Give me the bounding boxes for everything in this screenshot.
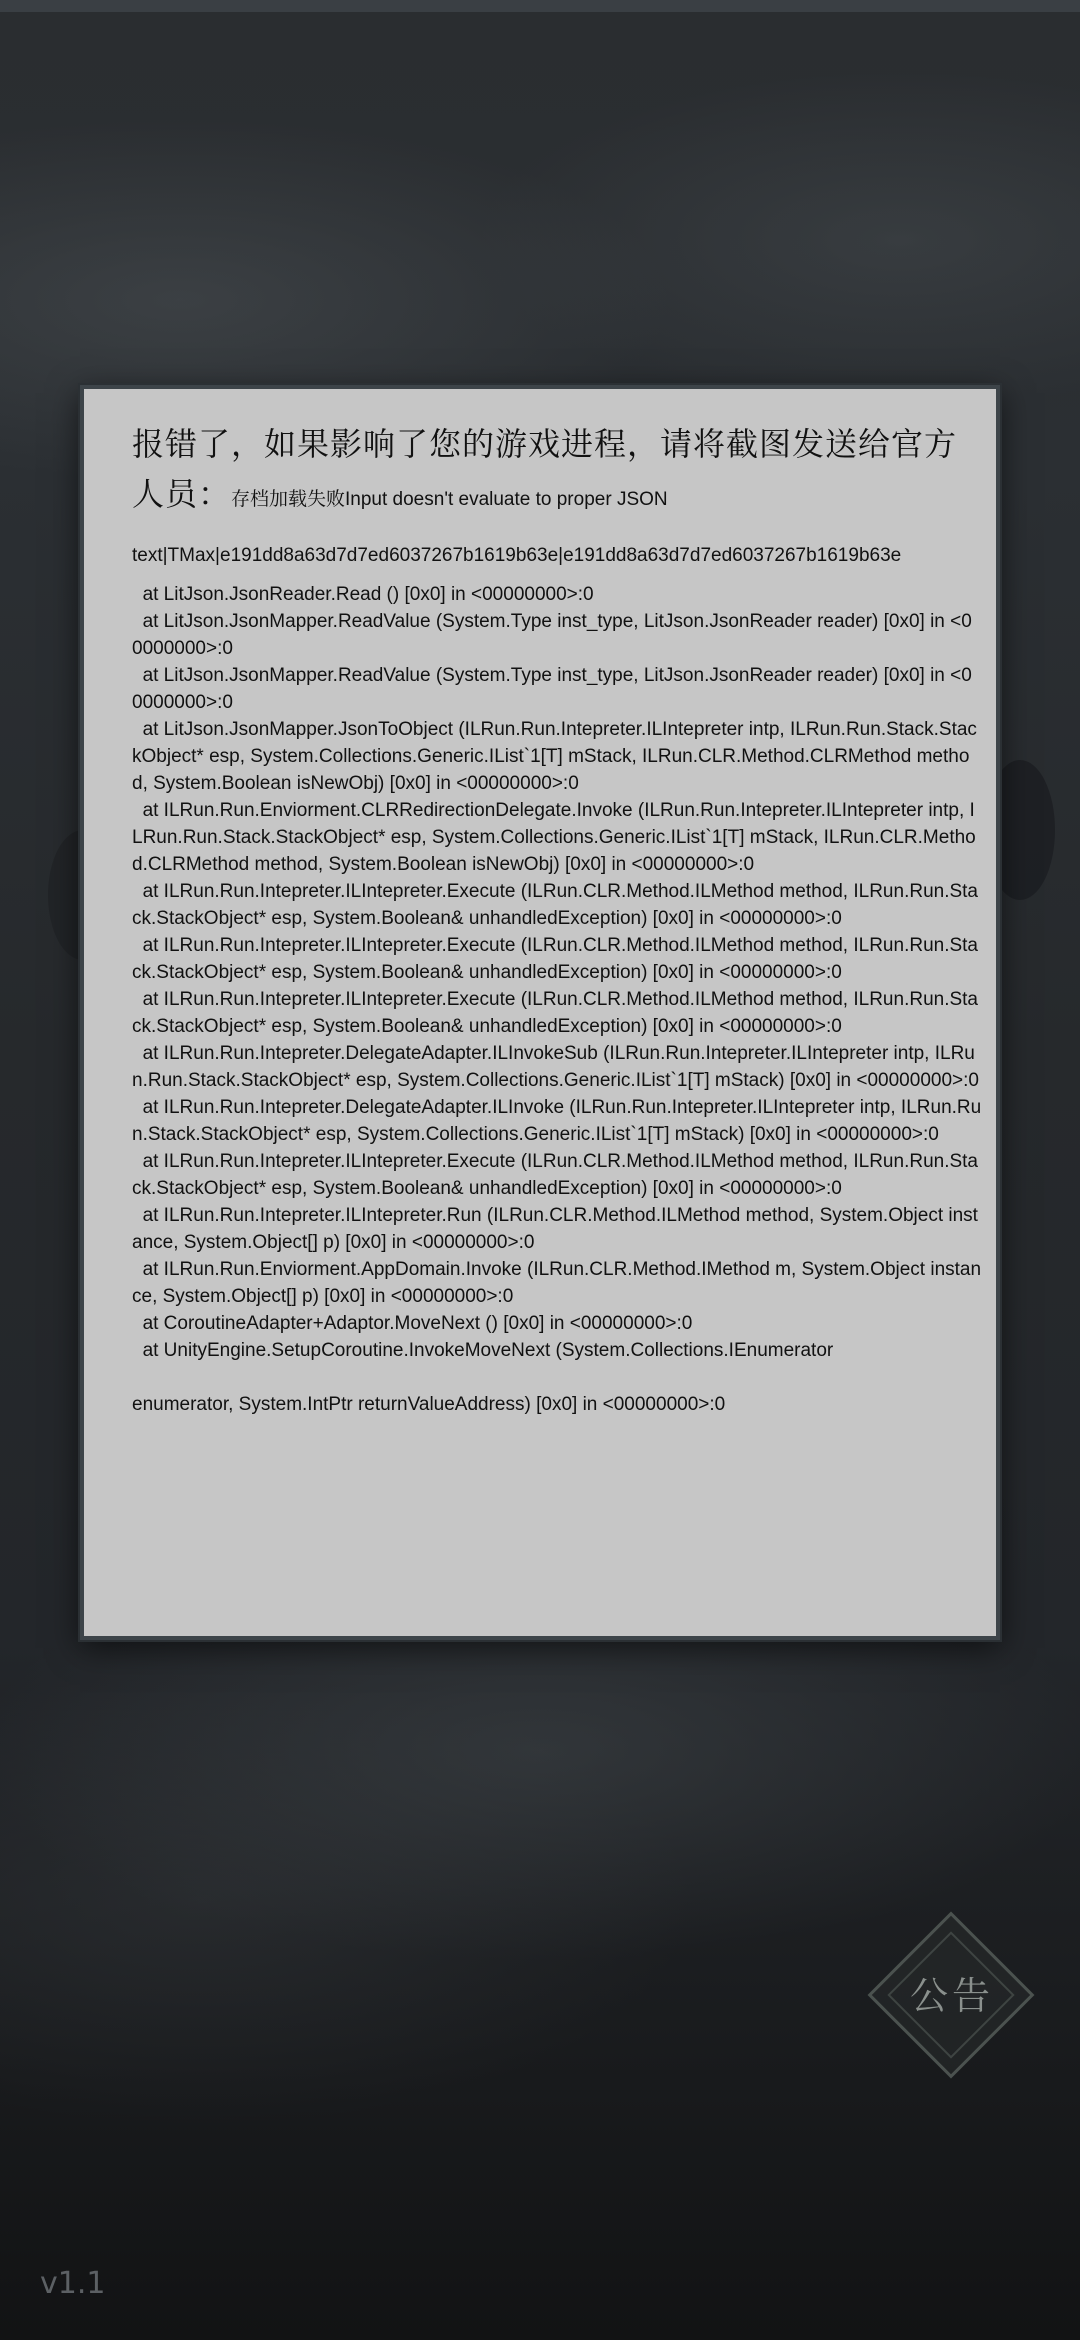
error-dialog-body bbox=[132, 419, 982, 1418]
error-title: 报错了，如果影响了您的游戏进程，请将截图发送给官方人员： bbox=[132, 425, 958, 513]
error-dialog-title-line bbox=[132, 419, 982, 581]
notice-button[interactable] bbox=[872, 1916, 1032, 2076]
error-dialog bbox=[80, 385, 1000, 1640]
notice-button-label: 公告 bbox=[909, 1974, 994, 2018]
error-stack-trace: at LitJson.JsonReader.Read () [0x0] in <00000000>:0 at LitJson.JsonMapper.ReadValue (System.Type inst_type, LitJson.JsonReader reader) [0x0] in <00000000>:0 at LitJson.JsonMapper.ReadValue (System.Type inst_type, LitJson.JsonReader reader) [0x0] in <00000000>:0 at LitJson.JsonMapper.JsonToObject (ILRun.Run.Intepreter.ILIntepreter intp, ILRun.Run.Stack.StackObject* esp, System.Collections.Generic.IList`1[T] mStack, ILRun.CLR.Method.CLRMethod method, System.Boolean isNewObj) [0x0] in <00000000>:0 at ILRun.Run.Enviorment.CLRRedirectionDelegate.Invoke (ILRun.Run.Intepreter.ILIntepreter intp, ILRun.Run.Stack.StackObject* esp, System.Collections.Generic.IList`1[T] mStack, ILRun.CLR.Method.CLRMethod method, System.Boolean isNewObj) [0x0] in <00000000>:0 at ILRun.Run.Intepreter.ILIntepreter.Execute (ILRun.CLR.Method.ILMethod method, ILRun.Run.Stack.StackObject* esp, System.Boolean& unhandledException) [0x0] in <00000000>:0 at ILRun.Run.Intepreter.ILIntepreter.Execute (ILRun.CLR.Method.ILMethod method, ILRun.Run.Stack.StackObject* esp, System.Boolean& unhandledException) [0x0] in <00000000>:0 at ILRun.Run.Intepreter.ILIntepreter.Execute (ILRun.CLR.Method.ILMethod method, ILRun.Run.Stack.StackObject* esp, System.Boolean& unhandledException) [0x0] in <00000000>:0 at ILRun.Run.Intepreter.DelegateAdapter.ILInvokeSub (ILRun.Run.Intepreter.ILIntepreter intp, ILRun.Run.Stack.StackObject* esp, System.Collections.Generic.IList`1[T] mStack) [0x0] in <00000000>:0 at ILRun.Run.Intepreter.DelegateAdapter.ILInvoke (ILRun.Run.Intepreter.ILIntepreter intp, ILRun.Run.Stack.StackObject* esp, System.Collections.Generic.IList`1[T] mStack) [0x0] in <00000000>:0 at ILRun.Run.Intepreter.ILIntepreter.Execute (ILRun.CLR.Method.ILMethod method, ILRun.Run.Stack.StackObject* esp, System.Boolean& unhandledException) [0x0] in <00000000>:0 at ILRun.Run.Intepreter.ILIntepreter.Run (ILRun.CLR.Method.ILMethod method, System.Object instance, System.Object[] p) [0x0] in <00000000>:0 at ILRun.Run.Enviorment.AppDomain.Invoke (ILRun.CLR.Method.IMethod m, System.Object instance, System.Object[] p) [0x0] in <00000000>:0 at CoroutineAdapter+Adaptor.MoveNext () [0x0] in <00000000>:0 at UnityEngine.SetupCoroutine.InvokeMoveNext (System.Collections.IEnumerator enumerator, System.IntPtr returnValueAddress) [0x0] in <00000000>:0 bbox=[132, 584, 982, 1415]
status-bar-strip bbox=[0, 0, 1080, 12]
error-message: 存档加载失败Input doesn't evaluate to proper JSON text|TMax|e191dd8a63d7d7ed6037267b1619b63e|e191dd8a63d7d7ed6037267b1619b63e bbox=[132, 489, 902, 566]
version-label: v1.1 bbox=[40, 2266, 106, 2301]
